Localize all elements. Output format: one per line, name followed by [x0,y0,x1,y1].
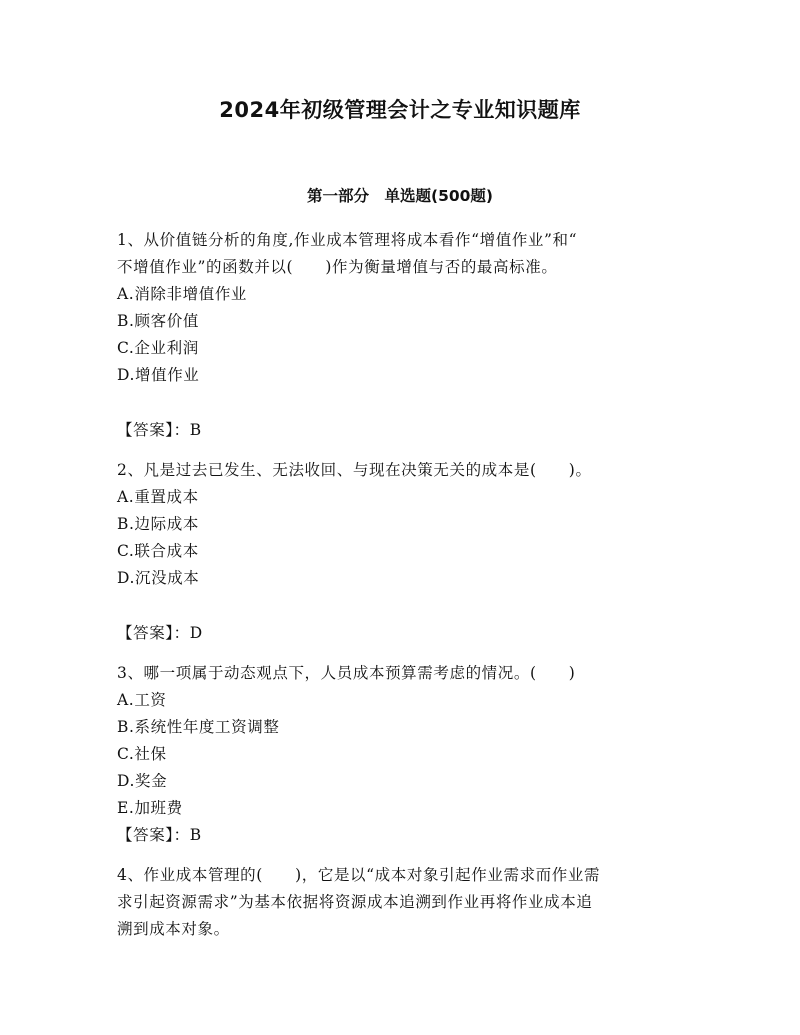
document-title: 2024年初级管理会计之专业知识题库 [219,98,581,122]
question-1-answer: 【答案】：B [117,421,202,439]
question-1-stem-line-2: 不增值作业”的函数并以( )作为衡量增值与否的最高标准。 [117,258,558,276]
question-2-answer: 【答案】：D [117,624,203,642]
question-2-option-a: A.重置成本 [117,488,199,506]
question-3-stem-line-1: 3、哪一项属于动态观点下，人员成本预算需考虑的情况。( ) [117,664,576,682]
question-1-stem-line-1: 1、从价值链分析的角度,作业成本管理将成本看作“增值作业”和“ [117,231,578,249]
question-3-option-e: E.加班费 [117,799,183,817]
question-4-stem-line-1: 4、作业成本管理的( )，它是以“成本对象引起作业需求而作业需 [117,866,601,884]
question-4-stem-line-3: 溯到成本对象。 [117,920,230,938]
question-2-option-b: B.边际成本 [117,515,199,533]
question-1-option-c: C.企业利润 [117,339,199,357]
question-3-answer: 【答案】：B [117,826,202,844]
question-2-stem-line-1: 2、凡是过去已发生、无法收回、与现在决策无关的成本是( )。 [117,461,592,479]
question-1-option-a: A.消除非增值作业 [117,285,248,303]
question-3-option-c: C.社保 [117,745,167,763]
question-1-option-d: D.增值作业 [117,366,200,384]
question-3-option-b: B.系统性年度工资调整 [117,718,280,736]
question-4-stem-line-2: 求引起资源需求”为基本依据将资源成本追溯到作业再将作业成本追 [117,893,593,911]
question-3-option-d: D.奖金 [117,772,168,790]
question-1-option-b: B.顾客价值 [117,312,199,330]
question-2-option-d: D.沉没成本 [117,569,200,587]
question-3-option-a: A.工资 [117,691,167,709]
question-2-option-c: C.联合成本 [117,542,199,560]
section-title: 第一部分 单选题(500题) [306,187,494,205]
